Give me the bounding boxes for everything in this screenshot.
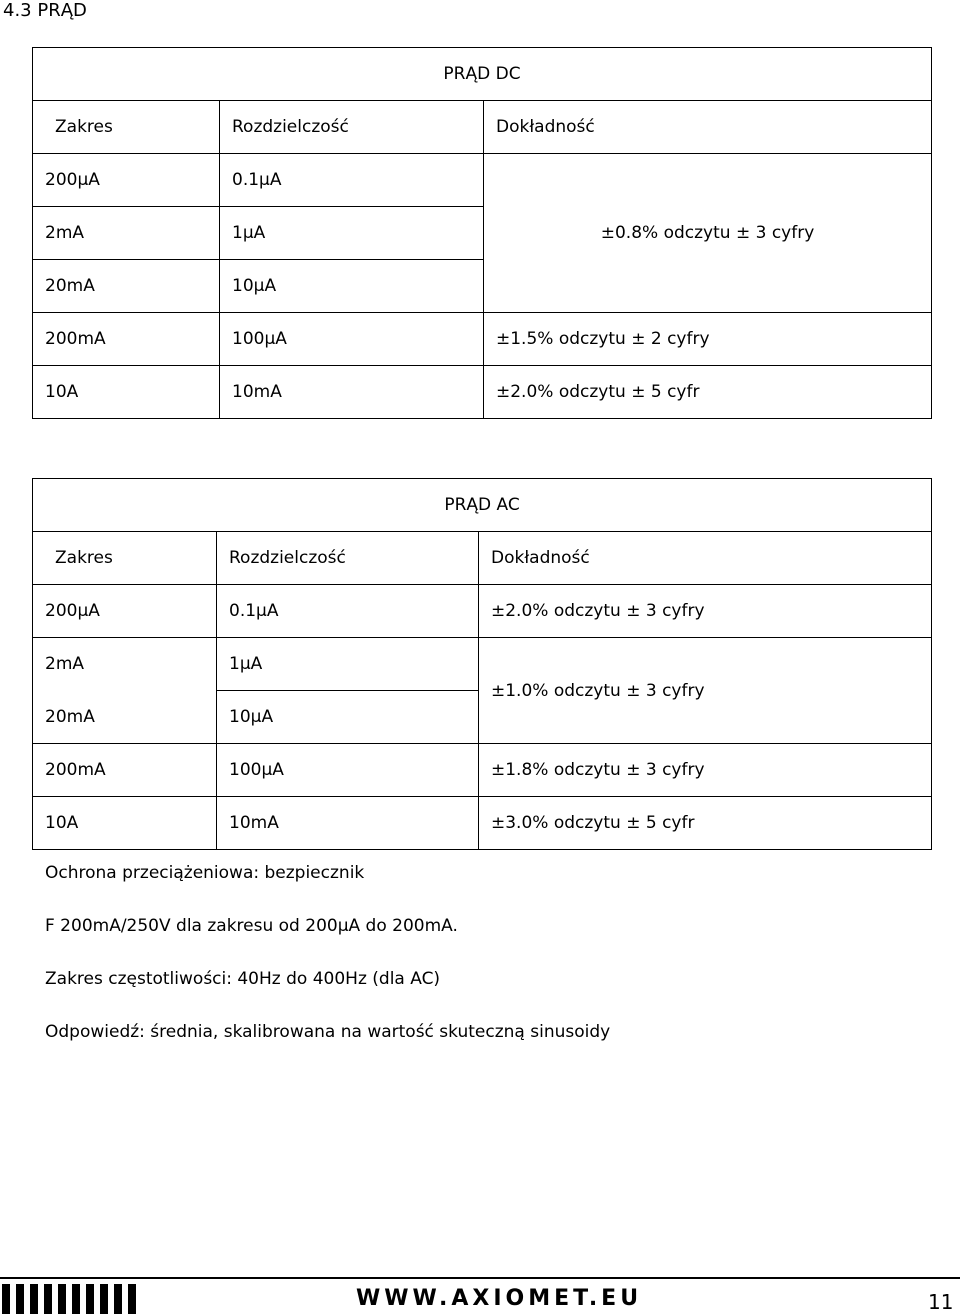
ac-range-cell: 2mA [33, 638, 217, 691]
ac-header-accuracy: Dokładność [479, 532, 932, 585]
dc-current-table [32, 47, 932, 419]
frequency-range-note: Zakres częstotliwości: 40Hz do 400Hz (dla AC) [45, 969, 441, 989]
footer-divider [0, 1277, 960, 1279]
table-row [33, 585, 932, 638]
table-row [33, 797, 932, 850]
ac-accuracy-cell: ±1.8% odczytu ± 3 cyfry [479, 744, 932, 797]
ac-resolution-cell: 10µA [217, 691, 479, 744]
barcode-logo [2, 1284, 136, 1314]
dc-range-cell: 20mA [33, 260, 220, 313]
ac-header-resolution: Rozdzielczość [217, 532, 479, 585]
website-url: WWW.AXIOMET.EU [356, 1286, 643, 1311]
ac-title-row [33, 479, 932, 532]
table-row [33, 313, 932, 366]
dc-header-accuracy: Dokładność [484, 101, 932, 154]
table-row [33, 744, 932, 797]
table-row [33, 638, 932, 691]
dc-resolution-cell: 0.1µA [220, 154, 484, 207]
overload-protection-note: Ochrona przeciążeniowa: bezpiecznik [45, 863, 365, 883]
dc-range-cell: 200mA [33, 313, 220, 366]
dc-range-cell: 2mA [33, 207, 220, 260]
dc-title-row [33, 48, 932, 101]
dc-range-cell: 200µA [33, 154, 220, 207]
response-note: Odpowiedź: średnia, skalibrowana na wartość skuteczną sinusoidy [45, 1022, 611, 1042]
ac-resolution-cell: 10mA [217, 797, 479, 850]
ac-accuracy-cell: ±3.0% odczytu ± 5 cyfr [479, 797, 932, 850]
ac-current-table [32, 478, 932, 850]
ac-range-cell: 10A [33, 797, 217, 850]
dc-header-row [33, 101, 932, 154]
fuse-rating-note: F 200mA/250V dla zakresu od 200µA do 200mA. [45, 916, 458, 936]
ac-range-cell: 20mA [33, 691, 217, 744]
dc-header-resolution: Rozdzielczość [220, 101, 484, 154]
ac-header-range: Zakres [33, 532, 217, 585]
dc-header-range: Zakres [33, 101, 220, 154]
dc-accuracy-cell: ±1.5% odczytu ± 2 cyfry [484, 313, 932, 366]
dc-resolution-cell: 1µA [220, 207, 484, 260]
ac-range-cell: 200µA [33, 585, 217, 638]
spec-notes [45, 858, 610, 1070]
ac-resolution-cell: 0.1µA [217, 585, 479, 638]
ac-accuracy-merged-cell: ±1.0% odczytu ± 3 cyfry [479, 638, 932, 744]
dc-range-cell: 10A [33, 366, 220, 419]
dc-resolution-cell: 10mA [220, 366, 484, 419]
table-row [33, 366, 932, 419]
dc-resolution-cell: 10µA [220, 260, 484, 313]
dc-table-title: PRĄD DC [33, 48, 932, 101]
ac-range-cell: 200mA [33, 744, 217, 797]
table-row [33, 154, 932, 207]
dc-accuracy-merged-cell: ±0.8% odczytu ± 3 cyfry [484, 154, 932, 313]
dc-accuracy-cell: ±2.0% odczytu ± 5 cyfr [484, 366, 932, 419]
page-number: 11 [928, 1290, 954, 1314]
ac-table-title: PRĄD AC [33, 479, 932, 532]
ac-resolution-cell: 1µA [217, 638, 479, 691]
ac-resolution-cell: 100µA [217, 744, 479, 797]
ac-accuracy-cell: ±2.0% odczytu ± 3 cyfry [479, 585, 932, 638]
section-heading: 4.3 PRĄD [3, 0, 87, 21]
dc-resolution-cell: 100µA [220, 313, 484, 366]
ac-header-row [33, 532, 932, 585]
